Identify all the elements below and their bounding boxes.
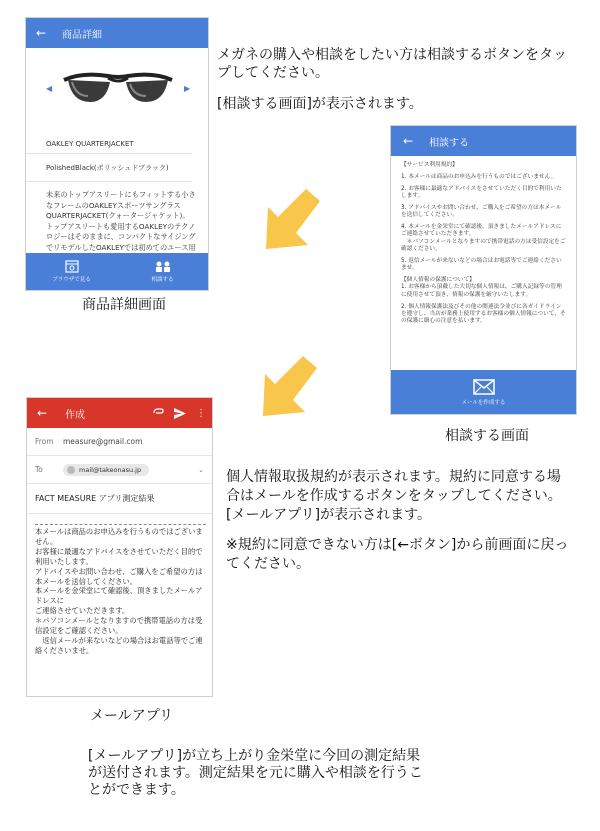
mail-body[interactable]: [27, 514, 212, 656]
consult-label: 相談する: [151, 277, 174, 283]
arrow-down-left-icon-2: [255, 354, 323, 422]
to-row[interactable]: [27, 456, 212, 484]
back-arrow-icon[interactable]: ←: [403, 134, 414, 148]
middle-text-2: ※規約に同意できない方は[←ボタン]から前画面に戻ってください。: [226, 537, 569, 572]
terms-content: [391, 156, 576, 366]
send-icon[interactable]: [174, 408, 186, 419]
middle-text-1: 個人情報取扱規約が表示されます。規約に同意する場合はメールを作成するボタンをタップしてください。[メールアプリ]が表示されます。: [226, 469, 562, 523]
product-description: 未来のトップアスリートにもフィットする小さなフレームのOAKLEYスポーツサングラスQUARTERJACKET(クォータージャケット)。トップアスリートも愛用するOAKLEYのテクノロジーはそのままに、コンパクトなサイジングでリモデルしたOAKLEYでは初めてのユース用: [46, 190, 196, 252]
terms-item: 3. アドバイスやお問い合わせ、ご購入をご希望の方は本メールを送信してください。: [401, 204, 562, 219]
caption-mail-app: メールアプリ: [90, 708, 174, 724]
to-value: mail@takeonasu.jp: [79, 465, 142, 474]
privacy-section: 【個人情報の保護について】 1. お客様から頂戴した大切な個人情報は、ご購入記録等の管理に使用させて頂き、情報の保護を厳守いたします。: [401, 277, 562, 298]
more-menu-icon[interactable]: ⋮: [196, 407, 206, 419]
intro-text-1: メガネの購入や相談をしたい方は相談するボタンをタップしてください。: [217, 47, 567, 81]
product-color: PolishedBlack(ポリッシュドブラック): [26, 154, 192, 182]
header-title: 相談する: [429, 137, 470, 149]
mail-app-screenshot: [26, 397, 213, 697]
terms-item: 1. 本メールは商品のお申込みを行うものではございません。: [401, 173, 557, 180]
to-label: To: [35, 465, 43, 474]
create-mail-label: メールを作成する: [461, 399, 506, 406]
browse-label: ブラウザで見る: [52, 277, 91, 283]
product-name: OAKLEY QUARTERJACKET: [26, 134, 192, 154]
back-arrow-icon[interactable]: ←: [36, 26, 47, 40]
app-header: [391, 126, 576, 156]
bottom-text: [メールアプリ]が立ち上がり金栄堂に今回の測定結果が送付されます。測定結果を元に購入や相談を行うことができます。: [88, 748, 423, 798]
attach-icon[interactable]: [152, 408, 164, 418]
divider: [35, 524, 206, 525]
recipient-chip[interactable]: [63, 464, 149, 476]
mail-body-text: 本メールは商品のお申込みを行うものではございません。 お客様に最適なアドバイスをさせていただく目的で利用いたします。 アドバイスやお問い合わせ、ご購入をご希望の方は本メールを送信してください。 本メールを金栄堂にて確認後、頂きましたメールアドレスに ご連絡させていただきます。 ＊パソコンメールとなりますので携帯電話の方は受信設定をご確認ください。 返信メールが来ないなどの場合はお電話等でご連絡くださいませ。: [35, 527, 203, 655]
arrow-down-left-icon: [258, 187, 326, 255]
caption-consult: 相談する画面: [445, 428, 529, 444]
envelope-icon: [473, 379, 495, 395]
back-arrow-icon[interactable]: ←: [37, 406, 48, 420]
browser-icon: [65, 260, 79, 273]
privacy-item: 2. 個人情報保護法及びその他の関連法令並びに各ガイドラインを遵守し、当店が業務上使用するお客様の個人情報について、その保護に細心の注意を払います。: [401, 303, 566, 325]
terms-item: 2. お客様に最適なアドバイスをさせていただく目的で利用いたします。: [401, 185, 562, 200]
browse-button[interactable]: [26, 253, 117, 290]
caption-product-detail: 商品詳細画面: [82, 297, 166, 313]
app-header: [26, 18, 208, 48]
sunglasses-image: [62, 62, 174, 114]
consult-people-icon: [154, 260, 172, 273]
from-value: measure@gmail.com: [63, 437, 143, 446]
next-image-icon[interactable]: ▶: [184, 84, 191, 93]
header-title: 作成: [65, 409, 86, 421]
consult-button[interactable]: [117, 253, 208, 290]
header-title: 商品詳細: [62, 29, 103, 41]
prev-image-icon[interactable]: ◀: [46, 84, 53, 93]
subject-field[interactable]: FACT MEASURE アプリ測定結果: [27, 484, 212, 514]
mail-header: [27, 398, 212, 428]
from-row: [27, 428, 212, 456]
product-image-carousel: [26, 48, 208, 134]
intro-text-2: [相談する画面]が表示されます。: [217, 96, 423, 112]
bottom-action-bar: [26, 253, 208, 290]
product-detail-screenshot: [25, 17, 209, 291]
terms-heading: 【サービス利用規約】: [401, 162, 458, 168]
consult-screenshot: [390, 125, 577, 415]
from-label: From: [35, 437, 54, 446]
terms-item: 4. 本メールを金栄堂にて確認後、頂きましたメールアドレスにご連絡させていただきます。 ＊パソコンメールとなりますので携帯電話の方は受信設定をご確認ください。: [401, 224, 566, 253]
terms-item: 5. 返信メールが来ないなどの場合はお電話等でご連絡くださいませ。: [401, 257, 562, 272]
create-mail-button[interactable]: [391, 370, 576, 414]
avatar: [67, 466, 75, 474]
chevron-down-icon[interactable]: ⌄: [198, 465, 204, 474]
